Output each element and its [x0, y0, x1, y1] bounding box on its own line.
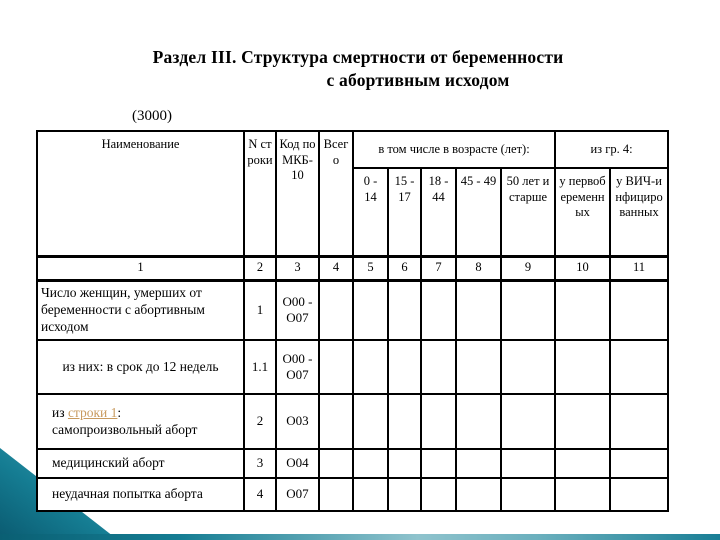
icd-code-cell: О00 - О07 — [276, 340, 319, 394]
slide-title-line1: Раздел III. Структура смертности от беременности — [152, 47, 564, 67]
col-num-3: 3 — [276, 256, 319, 280]
bottom-decoration-strip — [0, 534, 720, 540]
table-row-medical-abortion — [37, 449, 668, 478]
empty-data-cell — [319, 478, 353, 511]
header-row-number: N строки — [244, 131, 276, 256]
empty-data-cell — [501, 449, 555, 478]
empty-data-cell — [421, 478, 456, 511]
col-num-2: 2 — [244, 256, 276, 280]
empty-data-cell — [610, 280, 668, 340]
empty-data-cell — [421, 394, 456, 449]
empty-data-cell — [353, 340, 388, 394]
empty-data-cell — [456, 280, 501, 340]
header-age-15-17: 15 - 17 — [388, 168, 421, 256]
empty-data-cell — [319, 394, 353, 449]
row-name-line2: самопроизвольный аборт — [52, 421, 198, 437]
table-row-total-deaths — [37, 280, 668, 340]
row-name-cell: неудачная попытка аборта — [37, 478, 244, 511]
empty-data-cell — [501, 478, 555, 511]
empty-data-cell — [388, 394, 421, 449]
table-row-failed-abortion-attempt — [37, 478, 668, 511]
col-num-1: 1 — [37, 256, 244, 280]
empty-data-cell — [353, 394, 388, 449]
header-age-group: в том числе в возрасте (лет): — [353, 131, 555, 168]
header-total: Всего — [319, 131, 353, 256]
empty-data-cell — [353, 478, 388, 511]
row-name-colon: : — [117, 404, 122, 420]
col-num-5: 5 — [353, 256, 388, 280]
header-first-pregnancy: у первобеременных — [555, 168, 610, 256]
empty-data-cell — [319, 449, 353, 478]
empty-data-cell — [555, 340, 610, 394]
empty-data-cell — [388, 478, 421, 511]
col-num-10: 10 — [555, 256, 610, 280]
empty-data-cell — [388, 340, 421, 394]
empty-data-cell — [421, 340, 456, 394]
header-hiv-infected: у ВИЧ-инфицированных — [610, 168, 668, 256]
empty-data-cell — [555, 280, 610, 340]
empty-data-cell — [421, 280, 456, 340]
empty-data-cell — [555, 478, 610, 511]
header-age-45-49: 45 - 49 — [456, 168, 501, 256]
empty-data-cell — [456, 340, 501, 394]
empty-data-cell — [456, 478, 501, 511]
col-num-8: 8 — [456, 256, 501, 280]
table-row-under-12-weeks — [37, 340, 668, 394]
empty-data-cell — [319, 340, 353, 394]
empty-data-cell — [501, 394, 555, 449]
empty-data-cell — [501, 280, 555, 340]
row-number-cell: 1 — [244, 280, 276, 340]
empty-data-cell — [610, 478, 668, 511]
form-code: (3000) — [132, 108, 172, 124]
empty-data-cell — [421, 449, 456, 478]
row-1-link[interactable]: строки 1 — [67, 404, 118, 420]
empty-data-cell — [388, 449, 421, 478]
empty-data-cell — [610, 449, 668, 478]
empty-data-cell — [555, 449, 610, 478]
header-name: Наименование — [37, 131, 244, 256]
empty-data-cell — [610, 340, 668, 394]
empty-data-cell — [319, 280, 353, 340]
col-num-9: 9 — [501, 256, 555, 280]
mortality-structure-table — [36, 130, 669, 512]
slide-title-line2: с абортивным исходом — [326, 70, 510, 90]
icd-code-cell: О04 — [276, 449, 319, 478]
row-name-prefix: из — [52, 404, 68, 420]
header-age-18-44: 18 - 44 — [421, 168, 456, 256]
col-num-11: 11 — [610, 256, 668, 280]
empty-data-cell — [456, 394, 501, 449]
empty-data-cell — [388, 280, 421, 340]
row-number-cell: 3 — [244, 449, 276, 478]
col-num-6: 6 — [388, 256, 421, 280]
row-name-cell: Число женщин, умерших от беременности с абортивным исходом — [37, 280, 244, 340]
col-num-4: 4 — [319, 256, 353, 280]
empty-data-cell — [456, 449, 501, 478]
empty-data-cell — [353, 449, 388, 478]
row-name-cell — [37, 394, 244, 449]
row-name-cell: медицинский аборт — [37, 449, 244, 478]
column-numbers-row — [37, 256, 668, 280]
header-age-0-14: 0 - 14 — [353, 168, 388, 256]
header-from-col4: из гр. 4: — [555, 131, 668, 168]
row-number-cell: 4 — [244, 478, 276, 511]
empty-data-cell — [610, 394, 668, 449]
icd-code-cell: О03 — [276, 394, 319, 449]
icd-code-cell: О00 - О07 — [276, 280, 319, 340]
row-number-cell: 2 — [244, 394, 276, 449]
header-icd-code: Код по МКБ-10 — [276, 131, 319, 256]
empty-data-cell — [353, 280, 388, 340]
row-number-cell: 1.1 — [244, 340, 276, 394]
table-row-spontaneous-abortion — [37, 394, 668, 449]
col-num-7: 7 — [421, 256, 456, 280]
empty-data-cell — [555, 394, 610, 449]
header-age-50-plus: 50 лет и старше — [501, 168, 555, 256]
empty-data-cell — [501, 340, 555, 394]
row-name-cell: из них: в срок до 12 недель — [37, 340, 244, 394]
icd-code-cell: О07 — [276, 478, 319, 511]
